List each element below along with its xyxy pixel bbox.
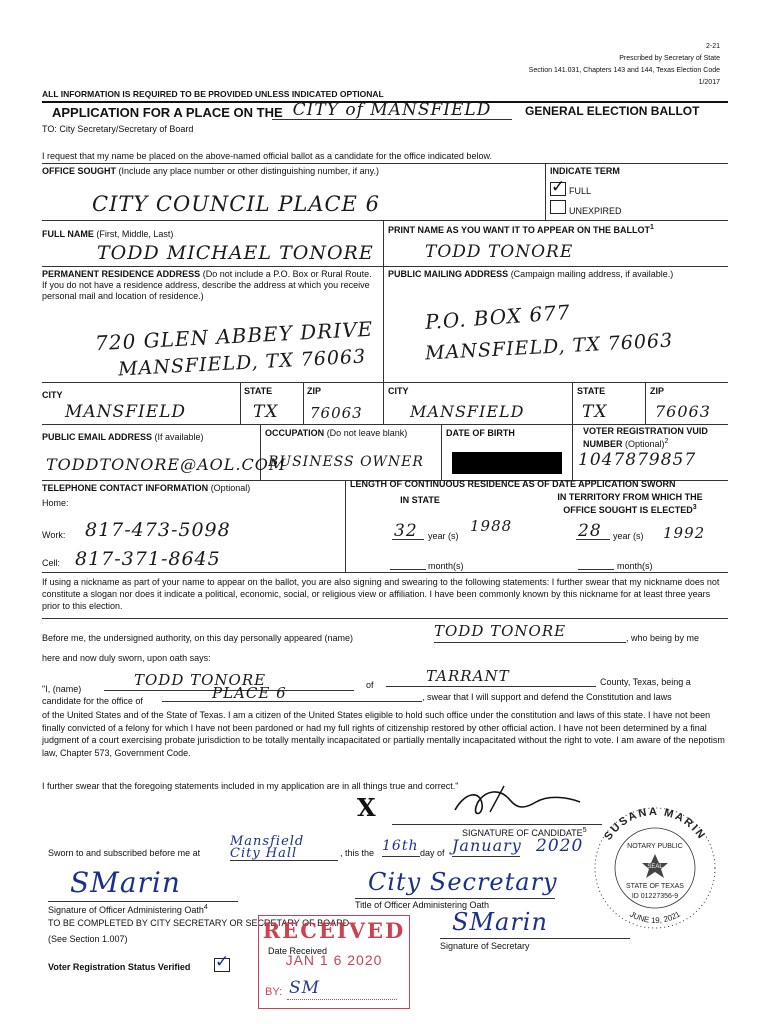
svg-text:SUSANA MARIN	[602, 806, 708, 843]
county-value: TARRANT	[386, 667, 596, 687]
ballot-name-label-text: PRINT NAME AS YOU WANT IT TO APPEAR ON THE BALLOT	[388, 225, 651, 235]
received-by-initials: SM	[289, 978, 321, 998]
oath-office-value: PLACE 6	[162, 684, 422, 702]
officer-sig-label	[48, 903, 208, 916]
signature-line	[48, 901, 238, 902]
i-name-label: "I, (name)	[42, 684, 82, 694]
prescribed-by: Prescribed by Secretary of State	[619, 55, 720, 62]
term-label: INDICATE TERM	[550, 166, 620, 176]
request-text: I request that my name be placed on the above-named official ballot as a candidate for the office indicated below.	[42, 151, 492, 161]
name-hint: (First, Middle, Last)	[96, 229, 174, 239]
mailing-line1: P.O. BOX 677	[424, 299, 572, 335]
underline	[392, 539, 424, 540]
divider	[545, 163, 546, 220]
divider	[383, 266, 384, 382]
seal-notary: NOTARY PUBLIC	[627, 843, 683, 850]
phone-hint: (Optional)	[210, 483, 251, 493]
sworn-year: 2020	[536, 836, 584, 856]
footnote-1: 1	[650, 224, 654, 231]
rule	[42, 220, 728, 221]
officer-title-value: City Secretary	[368, 868, 558, 896]
residence-label: PERMANENT RESIDENCE ADDRESS	[42, 269, 201, 279]
completion-text: TO BE COMPLETED BY CITY SECRETARY OR SECRETARY OF BOARD	[48, 918, 350, 928]
full-name-value: TODD MICHAEL TONORE	[97, 242, 374, 264]
divider	[645, 382, 646, 424]
oath-swear: , swear that I will support and defend the Constitution and laws	[422, 692, 672, 702]
secretary-sig-label: Signature of Secretary	[440, 941, 530, 951]
divider	[383, 220, 384, 266]
dob-redaction	[452, 452, 562, 474]
occupation-hint: (Do not leave blank)	[326, 428, 408, 438]
footnote-3: 3	[692, 504, 697, 511]
email-value: TODDTONORE@AOL.COM	[46, 455, 287, 474]
rule	[42, 382, 728, 383]
title-line	[355, 898, 555, 899]
mailing-label: PUBLIC MAILING ADDRESS	[388, 269, 509, 279]
title-entity: CITY of MANSFIELD	[272, 100, 512, 120]
of-label: of	[366, 680, 374, 690]
footnote-2: 2	[664, 438, 669, 445]
city-label: CITY	[42, 390, 63, 400]
phone-label: TELEPHONE CONTACT INFORMATION	[42, 483, 209, 493]
voter-status-label: Voter Registration Status Verified	[48, 962, 191, 972]
sworn-text: Sworn to and subscribed before me at	[48, 848, 201, 858]
name-label-line	[42, 229, 173, 240]
divider	[383, 382, 384, 424]
terr-years-word: year (s)	[613, 531, 644, 541]
day-of: day of	[420, 848, 445, 858]
territory-label	[540, 492, 720, 516]
underline	[390, 569, 426, 570]
divider	[240, 382, 241, 424]
seal-id: ID 01227356-9	[631, 893, 679, 900]
office-label: OFFICE SOUGHT	[42, 166, 116, 176]
in-state-label: IN STATE	[400, 495, 440, 505]
dob-label: DATE OF BIRTH	[446, 428, 515, 438]
office-value: CITY COUNCIL PLACE 6	[92, 192, 380, 216]
city2-label: CITY	[388, 386, 409, 396]
candidate-signature	[440, 782, 590, 824]
seal-expires: JUNE 19, 2021	[628, 909, 682, 926]
vuid-value: 1047879857	[578, 450, 697, 470]
email-label: PUBLIC EMAIL ADDRESS	[42, 432, 153, 442]
svg-text:JUNE 19, 2021	[628, 909, 682, 925]
received-date: JAN 1 6 2020	[285, 952, 383, 968]
x-mark: X	[357, 793, 376, 822]
cell-label: Cell:	[42, 558, 61, 568]
divider	[345, 480, 346, 572]
city2-value: MANSFIELD	[410, 402, 525, 421]
state-months-word: month(s)	[428, 561, 464, 571]
statute-section: Section 141.031, Chapters 143 and 144, Texas Election Code	[528, 67, 720, 74]
vuid-hint: (Optional)	[625, 439, 665, 449]
notary-seal	[580, 800, 730, 930]
vuid-label: VOTER REGISTRATION VUID NUMBER	[583, 426, 708, 449]
rule	[42, 618, 728, 619]
rule	[42, 424, 728, 425]
county-text: County, Texas, being a	[600, 677, 691, 687]
voter-status-checkbox[interactable]	[214, 952, 230, 972]
checkmark-icon: ✓	[215, 952, 230, 971]
full-label: FULL	[569, 186, 592, 196]
rule	[42, 266, 728, 267]
oath-sworn: here and now duly sworn, upon oath says:	[42, 653, 211, 663]
zip-label: ZIP	[307, 386, 322, 396]
residence-line1: 720 GLEN ABBEY DRIVE	[94, 316, 374, 356]
candidate-sig-label-text: SIGNATURE OF CANDIDATE	[462, 828, 583, 838]
rule	[42, 163, 728, 164]
territory-label-text: IN TERRITORY FROM WHICH THE OFFICE SOUGHT IS ELECTED	[557, 492, 703, 515]
oath-body: of the United States and of the State of Texas. I am a citizen of the United States eligible to hold such office under the constitution and laws of this state. I have not been finally convicted of a felony for which I have not been pardoned or had my full rights of citizenship restored by other official action. I have not been determined by a final judgment of a court exercising probate jurisdiction to be totally mentally incapacitated or partially mentally incapacitated without the right to vote. I am aware of the nepotism law, Chapter 573, Government Code.	[42, 710, 725, 758]
state-value: TX	[253, 402, 279, 422]
title-prefix: APPLICATION FOR A PLACE ON THE	[52, 105, 283, 120]
unexpired-checkbox[interactable]	[550, 200, 566, 214]
secretary-signature: SMarin	[452, 908, 548, 936]
underline	[576, 539, 610, 540]
received-stamp	[258, 915, 410, 1009]
divider	[441, 424, 442, 480]
received-by-label: BY:	[265, 986, 283, 998]
form-date: 1/2017	[698, 79, 720, 86]
divider	[303, 382, 304, 424]
this-the: , this the	[340, 848, 375, 858]
office-label-line	[42, 166, 379, 177]
office-hint: (Include any place number or other distinguishing number, if any.)	[118, 166, 379, 176]
divider	[572, 382, 573, 424]
received-word: RECEIVED	[262, 918, 406, 943]
seal-center: SEAL	[647, 864, 663, 870]
sworn-place: Mansfield City Hall	[230, 836, 338, 861]
date-received-label: Date Received	[268, 946, 328, 956]
state2-value: TX	[582, 402, 608, 422]
signature-line	[440, 938, 630, 939]
to-line: TO: City Secretary/Secretary of Board	[42, 124, 194, 134]
terr-since-value: 1992	[663, 524, 706, 542]
oath-name: TODD TONORE	[434, 622, 626, 643]
state-years-word: year (s)	[428, 531, 459, 541]
zip2-label: ZIP	[650, 386, 665, 396]
officer-sig-label-text: Signature of Officer Administering Oath	[48, 905, 204, 915]
oath-before: Before me, the undersigned authority, on this day personally appeared (name)	[42, 633, 354, 643]
mailing-label-line	[388, 269, 673, 280]
ballot-name-label	[388, 223, 654, 236]
signature-line	[392, 824, 602, 825]
cell-phone: 817-371-8645	[75, 548, 221, 570]
i-name-value: TODD TONORE	[104, 671, 354, 691]
form-number: 2-21	[705, 43, 720, 50]
home-label: Home:	[42, 498, 69, 508]
work-label: Work:	[42, 530, 66, 540]
checkmark-icon: ✓	[551, 177, 566, 196]
officer-title-label: Title of Officer Administering Oath	[355, 900, 490, 910]
email-hint: (If available)	[154, 432, 204, 442]
zip-value: 76063	[310, 404, 363, 422]
phone-label-line	[42, 483, 250, 494]
residence-line2: MANSFIELD, TX 76063	[117, 345, 367, 381]
state-label: STATE	[244, 386, 273, 396]
officer-signature: SMarin	[70, 866, 181, 899]
mailing-line2: MANSFIELD, TX 76063	[424, 329, 674, 365]
occupation-label: OCCUPATION	[265, 428, 325, 438]
residence-length-label: LENGTH OF CONTINUOUS RESIDENCE AS OF DATE APPLICATION SWORN	[350, 479, 676, 489]
city-value: MANSFIELD	[65, 402, 187, 422]
vuid-label-block	[583, 426, 723, 450]
mailing-hint: (Campaign mailing address, if available.)	[510, 269, 674, 279]
sworn-month: January	[452, 836, 522, 855]
occupation-label-line	[265, 428, 407, 439]
seal-name: SUSANA MARIN	[602, 805, 708, 843]
email-label-line	[42, 432, 204, 443]
residence-label-block	[42, 269, 378, 302]
terr-months-word: month(s)	[617, 561, 653, 571]
zip2-value: 76063	[655, 402, 711, 421]
rule	[42, 572, 728, 573]
required-note: ALL INFORMATION IS REQUIRED TO BE PROVIDED UNLESS INDICATED OPTIONAL	[42, 89, 384, 99]
occupation-value: BUSINESS OWNER	[268, 454, 424, 470]
completion-see: (See Section 1.007)	[48, 934, 128, 944]
ballot-name-value: TODD TONORE	[425, 242, 574, 262]
state-since-value: 1988	[470, 517, 513, 535]
work-phone: 817-473-5098	[85, 519, 231, 541]
seal-state: STATE OF TEXAS	[626, 883, 684, 890]
received-by-line	[287, 999, 397, 1000]
name-label: FULL NAME	[42, 229, 94, 239]
unexpired-label: UNEXPIRED	[569, 206, 622, 216]
nickname-text: If using a nickname as part of your name to appear on the ballot, you are also signing and swearing to the following statements: I further swear that my nickname does not constitute a slogan nor does it indicate a political, economic, social, or religious view or affiliation. I have been commonly known by this nickname for at least three years prior to this election.	[42, 577, 720, 611]
candidate-for: candidate for the office of	[42, 696, 143, 706]
state-years-value: 32	[394, 521, 418, 541]
terr-years-value: 28	[578, 521, 602, 541]
divider	[572, 424, 573, 480]
underline	[578, 569, 614, 570]
residence-hint: (Do not include a P.O. Box or Rural Route. If you do not have a residence address, describe the address at which you receive personal mail and location of residence.)	[42, 269, 372, 301]
state2-label: STATE	[577, 386, 606, 396]
title-suffix: GENERAL ELECTION BALLOT	[525, 104, 700, 118]
oath-further: I further swear that the foregoing statements included in my application are in all things true and correct."	[42, 781, 459, 791]
full-checkbox[interactable]	[550, 177, 566, 196]
day-number: 16th	[382, 838, 420, 857]
footnote-5: 5	[582, 827, 587, 834]
oath-who: , who being by me	[626, 633, 700, 643]
footnote-4: 4	[203, 904, 208, 911]
